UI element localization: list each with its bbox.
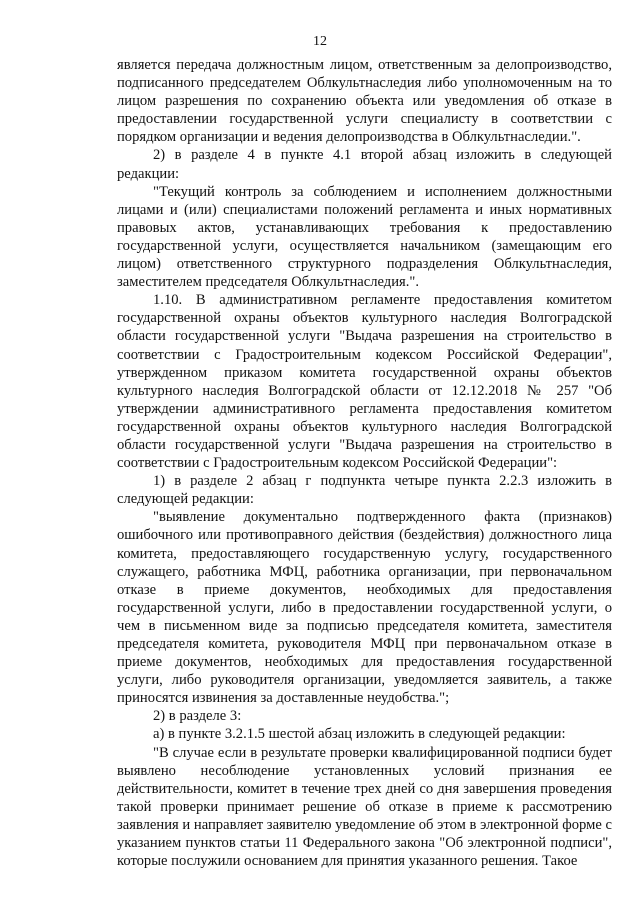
document-body — [117, 56, 612, 870]
paragraph-continuation: является передача должностным лицом, ответственным за делопроизводство, подписанного председателем Облкультнаследия либо уполномоченным на то лицом разрешения по сохранению объекта или уведомления об отказе в предоставлении государственной услуги специалисту в соответствии с порядком организации и ведения делопроизводства в Облкультнаследии.". — [117, 57, 612, 146]
page-number: 12 — [313, 34, 327, 49]
paragraph-amendment-section-4: 2) в разделе 4 в пункте 4.1 второй абзац изложить в следующей редакции: — [117, 147, 612, 182]
paragraph-item-1-10: 1.10. В административном регламенте предоставления комитетом государственной охраны объектов культурного наследия Волгоградской области государственной услуги "Выдача разрешения на строительство в соответствии с Градостроительным кодексом Российской Федерации", утвержденном приказом комитета государственной охраны объектов культурного наследия Волгоградской области от 12.12.2018 № 257 "Об утверждении административного регламента предоставления комитетом государственной охраны объектов культурного наследия Волгоградской области государственной услуги "Выдача разрешения на строительство в соответствии с Градостроительным кодексом Российской Федерации": — [117, 292, 612, 472]
paragraph-subitem-a: а) в пункте 3.2.1.5 шестой абзац изложить в следующей редакции: — [153, 726, 566, 743]
paragraph-quote-signature-check: "В случае если в результате проверки квалифицированной подписи будет выявлено несоблюдение установленных условий признания ее действительности, комитет в течение трех дней со дня завершения проведения такой проверки принимает решение об отказе в приеме к рассмотрению заявления и направляет заявителю уведомление об этом в электронной форме с указанием пунктов статьи 11 Федерального закона "Об электронной подписи", которые послужили основанием для принятия указанного решения. Такое — [117, 744, 612, 870]
paragraph-amendment-section-2: 1) в разделе 2 абзац г подпункта четыре пункта 2.2.3 изложить в следующей редакции: — [117, 473, 612, 508]
paragraph-amendment-section-3: 2) в разделе 3: — [153, 708, 242, 725]
paragraph-quote-monitoring: "Текущий контроль за соблюдением и исполнением должностными лицами и (или) специалистами положений регламента и иных нормативных правовых актов, устанавливающих требования к предоставлению государственной услуги, осуществляется начальником (замещающим его лицом) ответственного структурного подразделения Облкультнаследия, заместителем председателя Облкультнаследия.". — [117, 183, 612, 291]
paragraph-quote-identification: "выявление документально подтвержденного факта (признаков) ошибочного или противоправного действия (бездействия) должностного лица комитета, предоставляющего государственную услугу, государственного служащего, работника МФЦ, работника организации, при первоначальном отказе в приеме документов, необходимых для предоставления государственной услуги, либо в предоставлении государственной услуги, о чем в письменном виде за подписью председателя комитета, заместителя председателя комитета, руководителя МФЦ при первоначальном отказе в приеме документов, необходимых для предоставления государственной услуги, либо руководителя организации, уведомляется заявитель, а также приносятся извинения за доставленные неудобства."; — [117, 509, 612, 707]
